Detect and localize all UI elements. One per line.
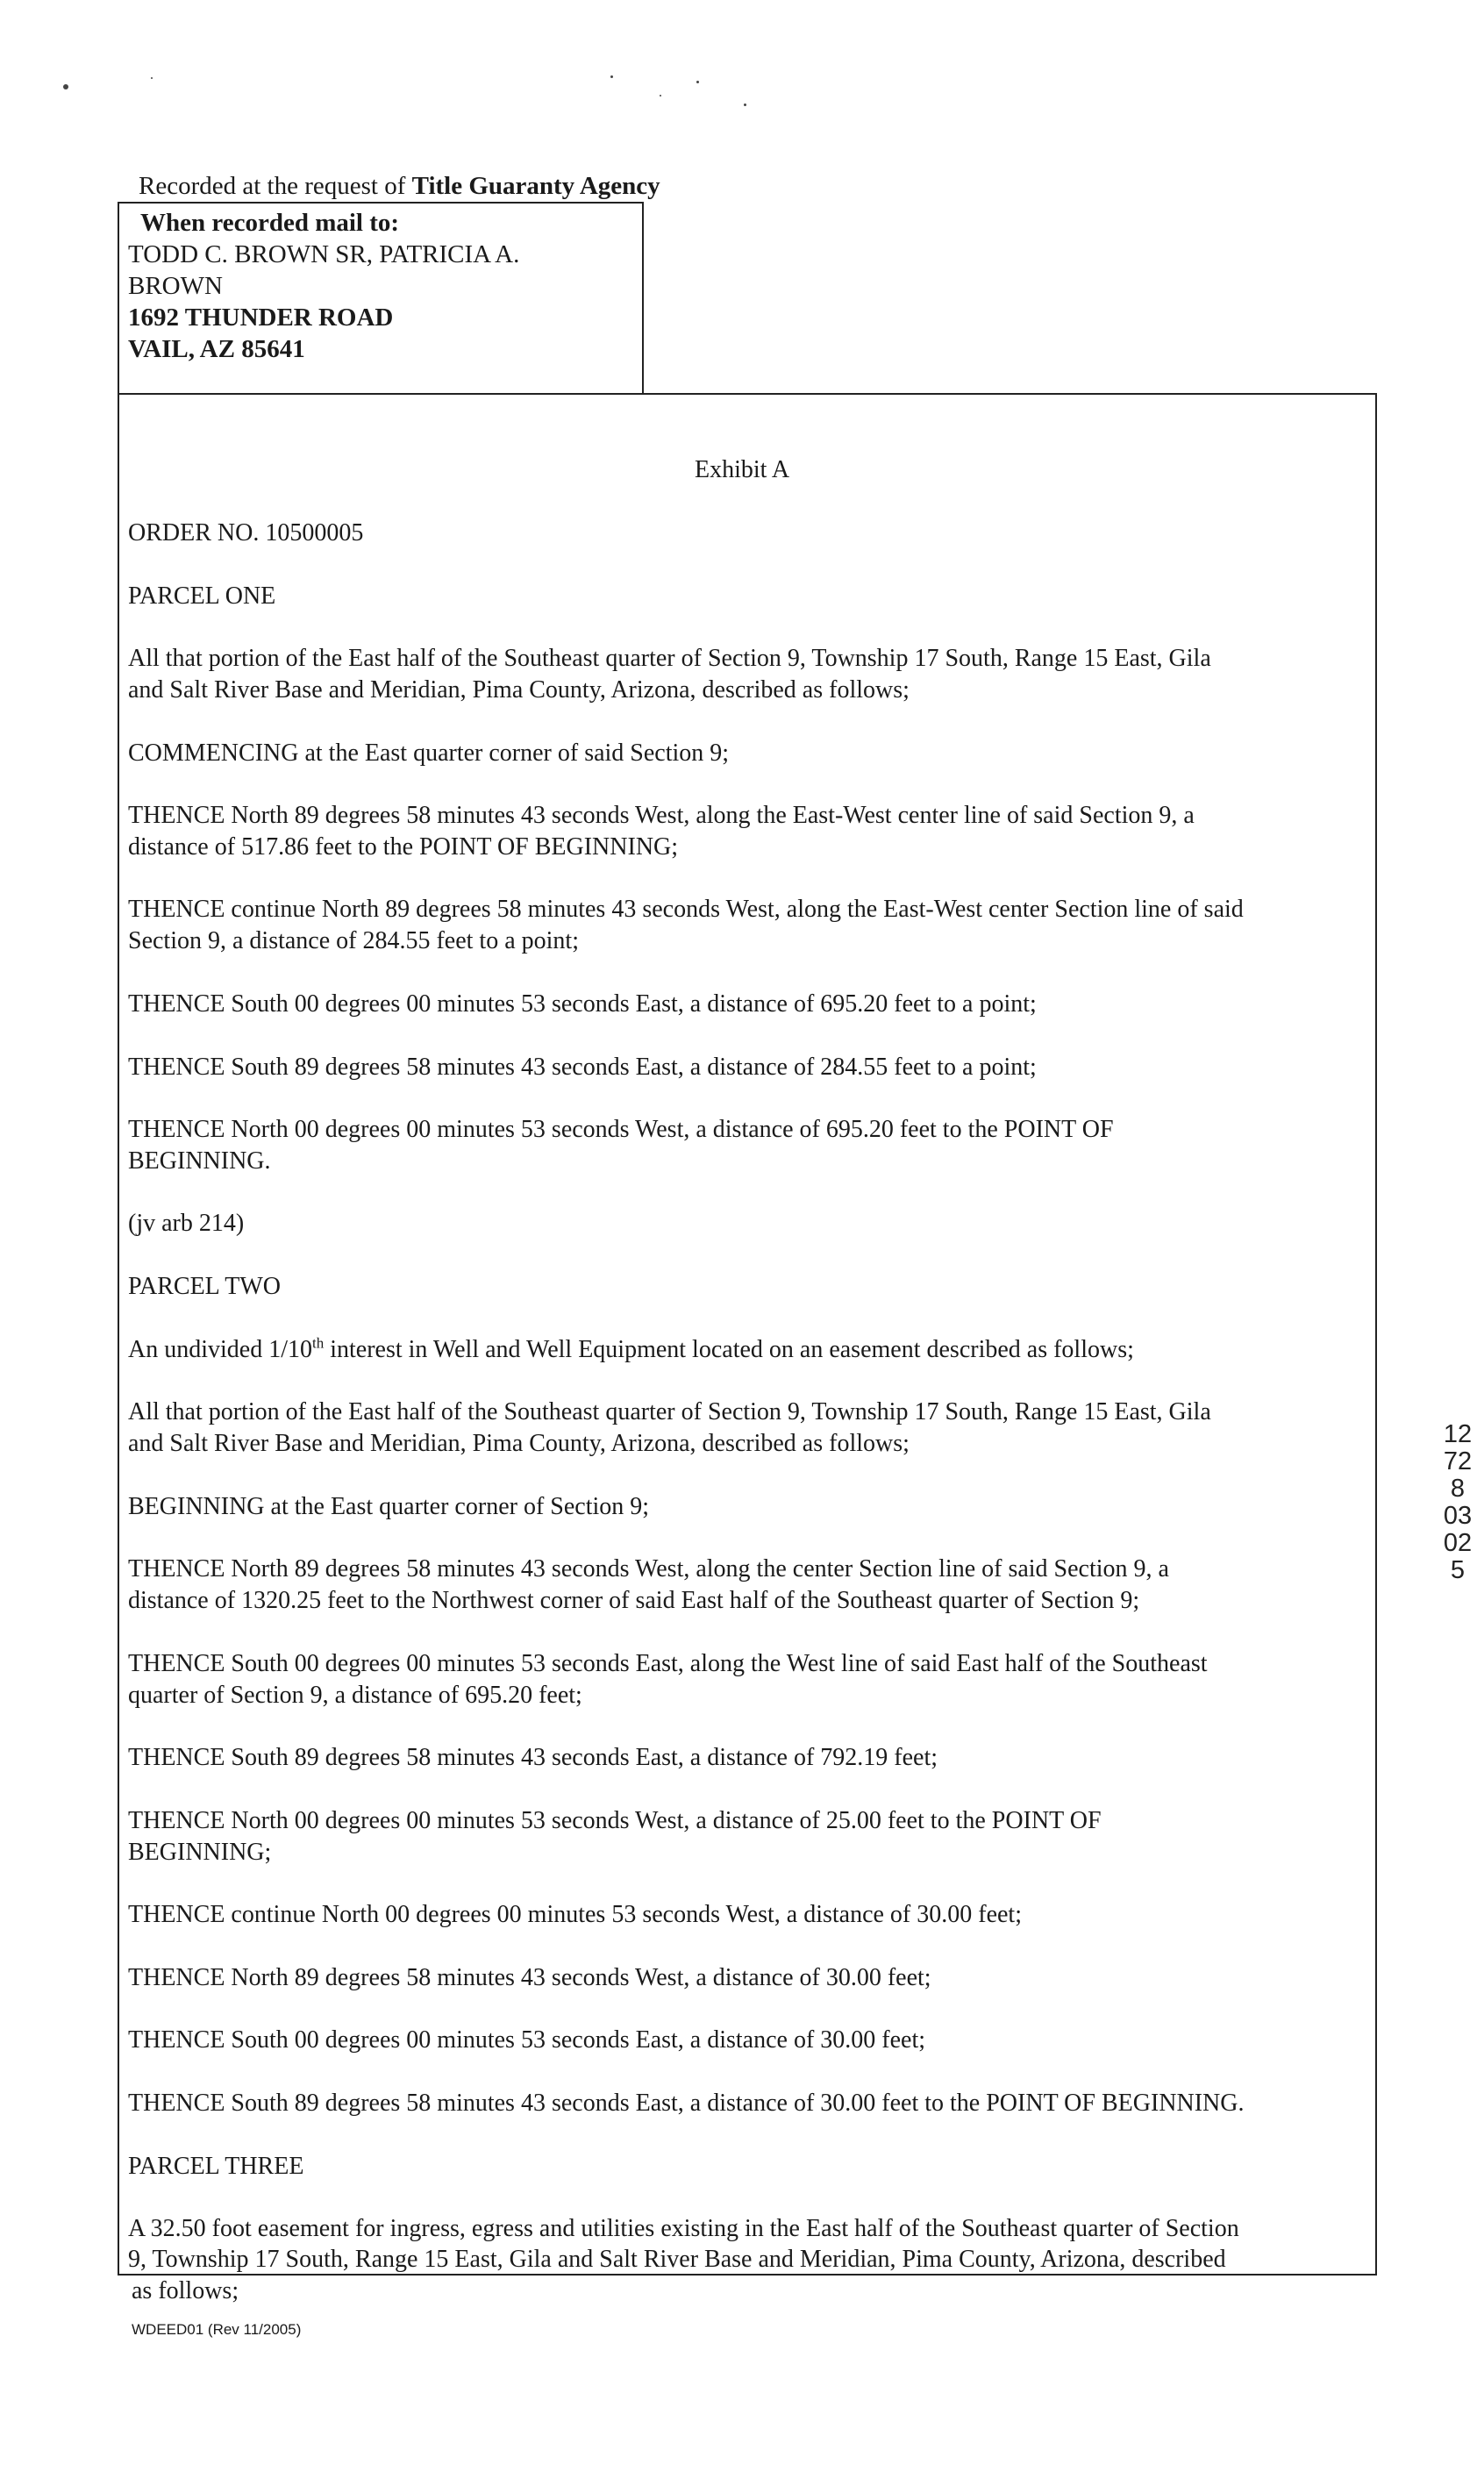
parcel-two-interest: [128, 1334, 1134, 1366]
parcel-one-description-line2: and Salt River Base and Meridian, Pima County, Arizona, described as follows;: [128, 676, 910, 704]
parcel-three-description-line2: 9, Township 17 South, Range 15 East, Gila and Salt River Base and Meridian, Pima County, Arizona, described: [128, 2246, 1226, 2273]
scan-speck: [610, 75, 613, 78]
parcel-two-beginning: BEGINNING at the East quarter corner of Section 9;: [128, 1493, 650, 1520]
parcel-one-course1-line1: THENCE North 89 degrees 58 minutes 43 seconds West, along the East-West center line of said Section 9, a: [128, 802, 1195, 829]
parcel-two-course1-line2: distance of 1320.25 feet to the Northwest corner of said East half of the Southeast quarter of Section 9;: [128, 1587, 1140, 1614]
recorded-agency: Title Guaranty Agency: [411, 172, 660, 200]
parcel-two-course4-line2: BEGINNING;: [128, 1839, 272, 1866]
parcel-one-description-line1: All that portion of the East half of the Southeast quarter of Section 9, Township 17 South, Range 15 East, Gila: [128, 645, 1211, 672]
parcel-two-description-line1: All that portion of the East half of the Southeast quarter of Section 9, Township 17 South, Range 15 East, Gila: [128, 1398, 1211, 1425]
parcel-two-interest-pre: An undivided 1/10: [128, 1336, 312, 1363]
parcel-two-course5: THENCE continue North 00 degrees 00 minutes 53 seconds West, a distance of 30.00 feet;: [128, 1901, 1022, 1928]
recording-stamp-digits: 12728 03025: [1443, 1420, 1473, 1584]
parcel-one-note: (jv arb 214): [128, 1210, 245, 1237]
scan-speck: [744, 104, 746, 106]
mail-to-name-line1: TODD C. BROWN SR, PATRICIA A.: [128, 240, 520, 268]
parcel-one-course3: THENCE South 00 degrees 00 minutes 53 seconds East, a distance of 695.20 feet to a point;: [128, 990, 1037, 1018]
scan-speck: [696, 81, 699, 83]
order-number: ORDER NO. 10500005: [128, 519, 364, 547]
mail-to-address: 1692 THUNDER ROAD: [128, 304, 394, 332]
parcel-two-course6: THENCE North 89 degrees 58 minutes 43 seconds West, a distance of 30.00 feet;: [128, 1964, 931, 1991]
parcel-three-heading: PARCEL THREE: [128, 2153, 304, 2180]
recorded-request-line: [139, 172, 660, 201]
scan-speck: [151, 77, 153, 79]
scan-speck: [660, 95, 661, 96]
parcel-one-commencing: COMMENCING at the East quarter corner of said Section 9;: [128, 739, 730, 767]
parcel-one-course1-line2: distance of 517.86 feet to the POINT OF BEGINNING;: [128, 833, 679, 861]
recorded-prefix: Recorded at the request of: [139, 172, 406, 200]
parcel-two-course4-line1: THENCE North 00 degrees 00 minutes 53 seconds West, a distance of 25.00 feet to the POINT OF: [128, 1807, 1102, 1834]
parcel-two-course3: THENCE South 89 degrees 58 minutes 43 seconds East, a distance of 792.19 feet;: [128, 1744, 938, 1771]
parcel-two-course1-line1: THENCE North 89 degrees 58 minutes 43 seconds West, along the center Section line of said Section 9, a: [128, 1555, 1169, 1583]
parcel-two-course2-line1: THENCE South 00 degrees 00 minutes 53 seconds East, along the West line of said East half of the Southeast: [128, 1650, 1208, 1677]
parcel-one-course5-line1: THENCE North 00 degrees 00 minutes 53 seconds West, a distance of 695.20 feet to the POINT OF: [128, 1116, 1114, 1143]
parcel-one-course2-line1: THENCE continue North 89 degrees 58 minutes 43 seconds West, along the East-West center Section line of said: [128, 896, 1244, 923]
recording-stamp-number: [1440, 1421, 1475, 1584]
parcel-one-course2-line2: Section 9, a distance of 284.55 feet to a point;: [128, 927, 579, 954]
mail-to-box: [118, 202, 644, 393]
parcel-one-heading: PARCEL ONE: [128, 582, 276, 610]
mail-to-name-line2: BROWN: [128, 272, 223, 300]
parcel-two-interest-post: interest in Well and Well Equipment located on an easement described as follows;: [324, 1336, 1134, 1363]
parcel-two-course2-line2: quarter of Section 9, a distance of 695.20 feet;: [128, 1682, 582, 1709]
parcel-two-heading: PARCEL TWO: [128, 1273, 281, 1300]
continuation-text: as follows;: [132, 2277, 239, 2304]
parcel-one-course5-line2: BEGINNING.: [128, 1147, 271, 1175]
parcel-three-description-line1: A 32.50 foot easement for ingress, egress and utilities existing in the East half of the Southeast quarter of Section: [128, 2215, 1239, 2242]
scan-speck: [63, 84, 68, 89]
mail-to-label: When recorded mail to:: [140, 209, 400, 237]
form-code: WDEED01 (Rev 11/2005): [132, 2321, 302, 2338]
mail-to-city-state-zip: VAIL, AZ 85641: [128, 335, 305, 363]
parcel-two-interest-sup: th: [312, 1334, 325, 1352]
parcel-two-description-line2: and Salt River Base and Meridian, Pima County, Arizona, described as follows;: [128, 1430, 910, 1457]
exhibit-title: Exhibit A: [695, 456, 790, 483]
parcel-one-course4: THENCE South 89 degrees 58 minutes 43 seconds East, a distance of 284.55 feet to a point;: [128, 1054, 1037, 1081]
parcel-two-course8: THENCE South 89 degrees 58 minutes 43 seconds East, a distance of 30.00 feet to the POINT OF BEGINNING.: [128, 2090, 1245, 2117]
parcel-two-course7: THENCE South 00 degrees 00 minutes 53 seconds East, a distance of 30.00 feet;: [128, 2026, 926, 2054]
